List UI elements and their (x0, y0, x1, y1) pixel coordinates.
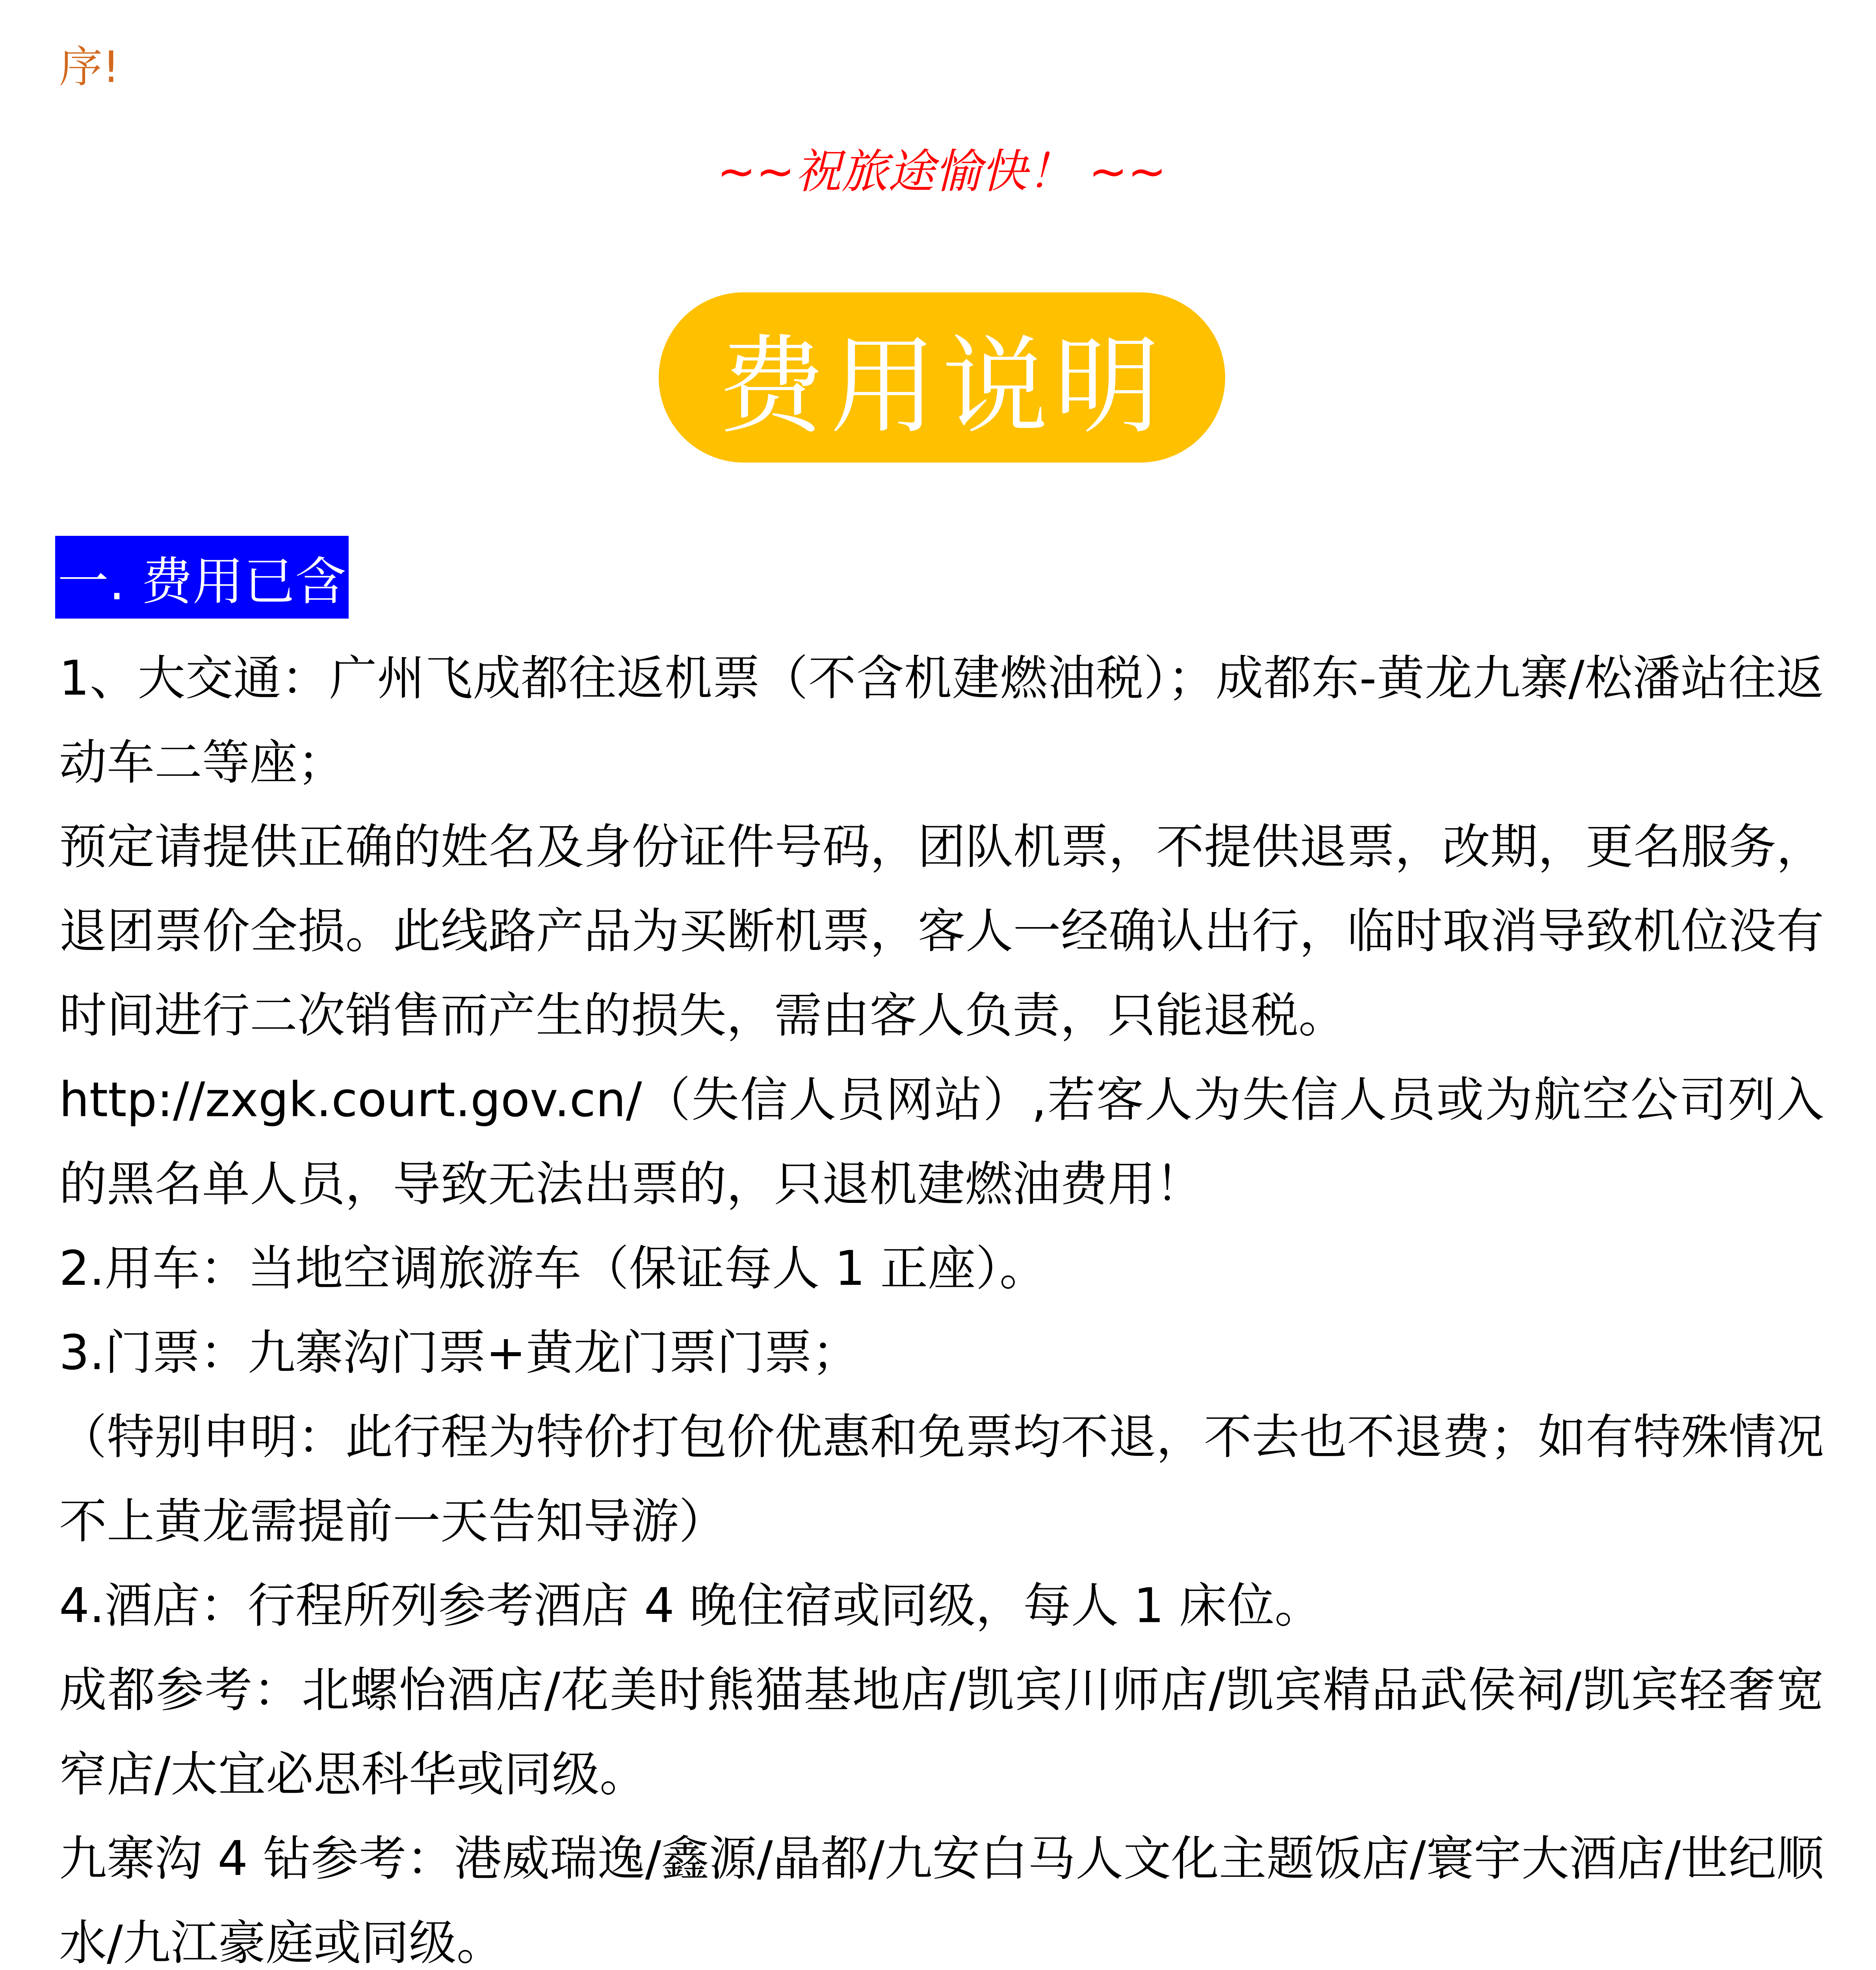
section-heading-highlight (55, 536, 349, 619)
page-title: 费用说明 (718, 324, 1166, 448)
paragraph-jiuzhaigou-hotels: 九寨沟 4 钻参考：港威瑞逸/鑫源/晶都/九安白马人文化主题饭店/寰宇大酒店/世纪顺水/九江豪庭或同级。 (59, 1831, 1824, 1970)
fee-details-body (59, 636, 1824, 1970)
paragraph-transport: 1、大交通：广州飞成都往返机票（不含机建燃油税）；成都东-黄龙九寨/松潘站往返动车二等座； (59, 650, 1824, 790)
paragraph-chengdu-hotels: 成都参考：北螺怡酒店/花美时熊猫基地店/凯宾川师店/凯宾精品武侯祠/凯宾轻奢宽窄店/太宜必思科华或同级。 (59, 1662, 1824, 1802)
paragraph-vehicle: 2.用车：当地空调旅游车（保证每人 1 正座）。 (59, 1241, 1047, 1296)
section-heading: 一. 费用已含 (58, 551, 346, 611)
travel-wish-line: ~~祝旅途愉快！ ~~ (717, 144, 1166, 199)
paragraph-ticket-policy: 预定请提供正确的姓名及身份证件号码，团队机票，不提供退票，改期，更名服务，退团票价全损。此线路产品为买断机票，客人一经确认出行，临时取消导致机位没有时间进行二次销售而产生的损失，需由客人负责，只能退税。 (59, 819, 1824, 1043)
paragraph-admission-tickets: 3.门票：九寨沟门票+黄龙门票门票； (59, 1325, 860, 1381)
paragraph-blacklist-notice: http://zxgk.court.gov.cn/（失信人员网站）,若客人为失信人员或为航空公司列入的黑名单人员，导致无法出票的，只退机建燃油费用！ (59, 1072, 1824, 1212)
paragraph-hotel: 4.酒店：行程所列参考酒店 4 晚住宿或同级，每人 1 床位。 (59, 1578, 1322, 1634)
title-banner (659, 292, 1225, 463)
paragraph-special-statement: （特别申明：此行程为特价打包价优惠和免票均不退，不去也不退费；如有特殊情况不上黄龙需提前一天告知导游） (59, 1409, 1824, 1549)
previous-page-fragment: 序! (59, 42, 120, 92)
